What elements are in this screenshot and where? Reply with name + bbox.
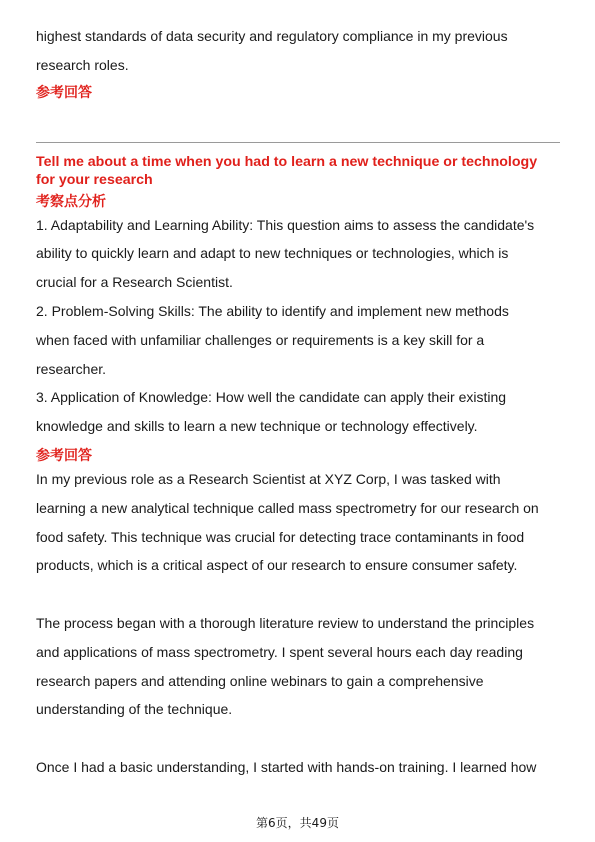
- text-line: research papers and attending online webinars to gain a comprehensive: [36, 672, 484, 689]
- text-line: 3. Application of Knowledge: How well the candidate can apply their existing: [36, 389, 507, 406]
- text-line: 2. Problem-Solving Skills: The ability to identify and implement new methods: [36, 302, 509, 319]
- text-line: research roles.: [36, 56, 129, 73]
- text-line: and applications of mass spectrometry. I spent several hours each day reading: [36, 643, 523, 660]
- answer-paragraph-3: [36, 753, 560, 782]
- analysis-section: [36, 211, 560, 441]
- text-line: ability to quickly learn and adapt to new techniques or technologies, which is: [36, 245, 509, 262]
- question-line: for your research: [36, 171, 153, 188]
- top-paragraph: [36, 22, 560, 80]
- text-line: The process began with a thorough literature review to understand the principles: [36, 614, 535, 631]
- text-line: food safety. This technique was crucial for detecting trace contaminants in food: [36, 528, 525, 545]
- text-line: highest standards of data security and regulatory compliance in my previous: [36, 28, 508, 44]
- previous-reference-answer-label: 参考回答: [36, 83, 92, 100]
- answer-paragraph-2: [36, 609, 560, 724]
- text-line: researcher.: [36, 360, 107, 377]
- text-line: crucial for a Research Scientist.: [36, 274, 233, 291]
- analysis-label: 考察点分析: [36, 192, 106, 209]
- answer-paragraph-1: [36, 465, 560, 580]
- question-line: Tell me about a time when you had to learn a new technique or technology: [36, 153, 538, 170]
- text-line: products, which is a critical aspect of our research to ensure consumer safety.: [36, 557, 518, 574]
- text-line: understanding of the technique.: [36, 701, 233, 718]
- page-number-footer: 第6页，共49页: [256, 816, 339, 830]
- text-line: knowledge and skills to learn a new technique or technology effectively.: [36, 418, 478, 435]
- question-heading: [36, 153, 560, 189]
- text-line: Once I had a basic understanding, I started with hands-on training. I learned how: [36, 758, 537, 775]
- text-line: learning a new analytical technique called mass spectrometry for our research on: [36, 499, 539, 516]
- reference-answer-label: 参考回答: [36, 446, 92, 463]
- text-line: 1. Adaptability and Learning Ability: This question aims to assess the candidate's: [36, 216, 535, 233]
- document-page: [36, 22, 560, 782]
- text-line: In my previous role as a Research Scientist at XYZ Corp, I was tasked with: [36, 470, 501, 487]
- text-line: when faced with unfamiliar challenges or requirements is a key skill for a: [36, 331, 485, 348]
